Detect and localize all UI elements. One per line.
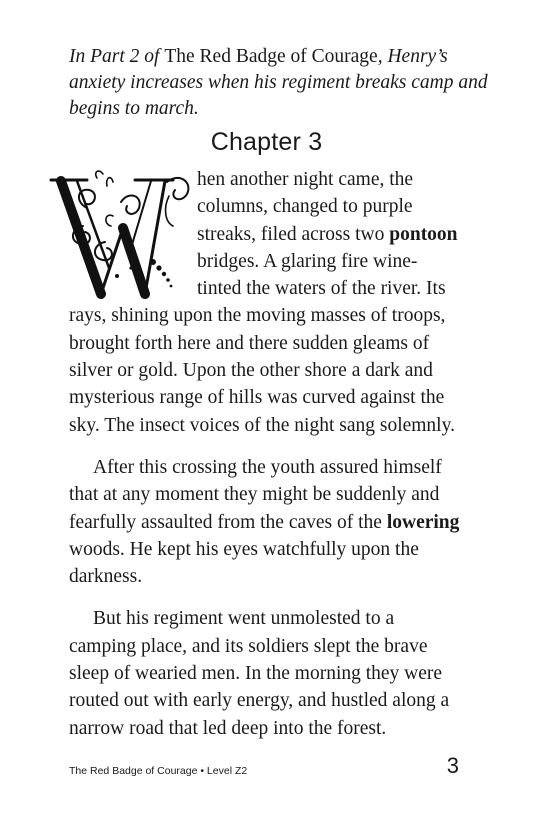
intro-book-title: The Red Badge of Courage — [164, 46, 378, 67]
intro-rest: , Henry’s anxiety increases when his regiment breaks camp and begins to march. — [69, 46, 488, 119]
vocabulary-word-lowering: lowering — [386, 511, 460, 533]
paragraph-1-text-before: hen another night came, the columns, changed to purple streaks, filed across two — [197, 169, 414, 245]
story-text — [69, 166, 461, 757]
footer-running-title: The Red Badge of Courage • Level Z2 — [69, 765, 248, 777]
paragraph-2 — [69, 454, 461, 590]
ornamental-drop-cap — [47, 168, 193, 302]
paragraph-1-text-after: bridges. A glaring fire wine-tinted the waters of the river. Its rays, shining upon the moving masses of troops, brought forth here and there sudden gleams of silver or gold. Upon the other shore a dark and mysterious range of hills was curved against the sky. The insect voices of the night sang solemnly. — [69, 250, 455, 436]
chapter-heading: Chapter 3 — [210, 128, 323, 156]
intro-summary — [69, 44, 489, 122]
paragraph-2-text-before: After this crossing the youth assured himself that at any moment they might be suddenly and fearfully assaulted from the caves of the — [69, 456, 442, 533]
page-number: 3 — [446, 753, 459, 778]
paragraph-2-text-after: woods. He kept his eyes watchfully upon the darkness. — [69, 538, 419, 588]
paragraph-3 — [69, 605, 461, 741]
intro-lead: In Part 2 of — [69, 46, 165, 67]
vocabulary-word-pontoon: pontoon — [389, 223, 458, 245]
paragraph-3-text: But his regiment went unmolested to a camping place, and its soldiers slept the brave sleep of wearied men. In the morning they were routed out with early energy, and hustled along a narrow road that led deep into the forest. — [69, 608, 450, 739]
paragraph-1 — [69, 166, 461, 439]
